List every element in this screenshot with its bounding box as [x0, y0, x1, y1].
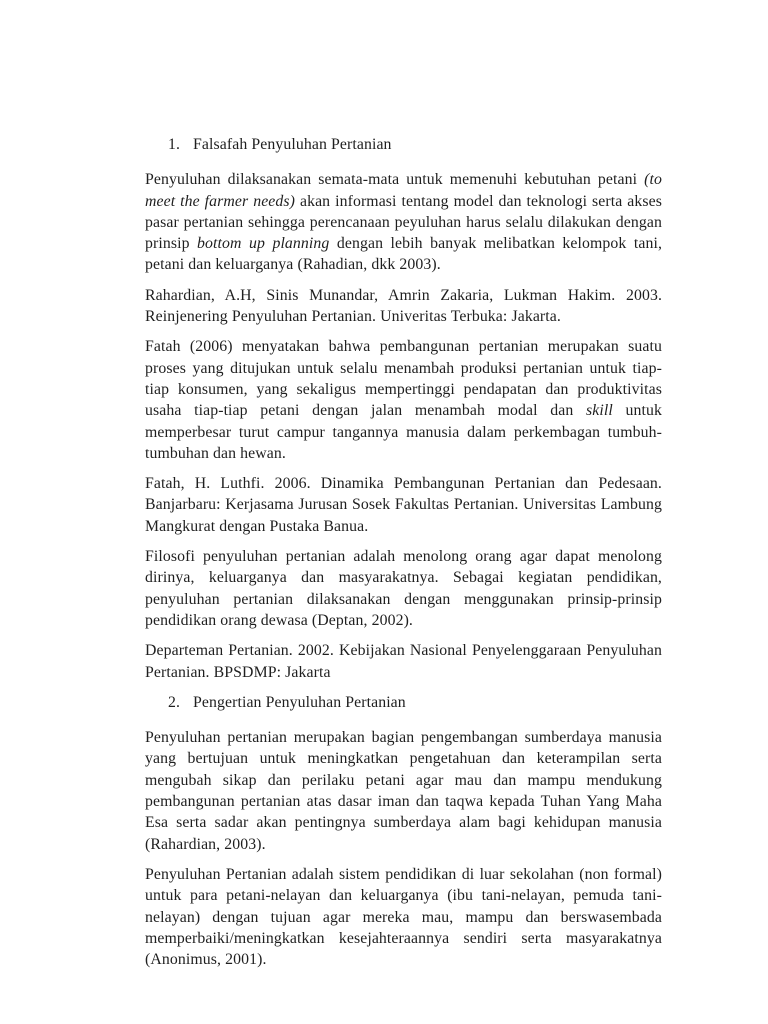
text-run: untuk memperbesar turut campur tangannya manusia dalam perkembagan tumbuh-tumbuhan dan hewan. [145, 402, 662, 462]
text-run: Filosofi penyuluhan pertanian adalah menolong orang agar dapat menolong dirinya, keluarganya dan masyarakatnya. Sebagai kegiatan pendidikan, penyuluhan pertanian dilaksanakan dengan menggunakan prinsip-prinsip pendidikan orang dewasa (Deptan, 2002). [145, 548, 662, 629]
section-heading [168, 692, 662, 713]
paragraph [145, 864, 662, 970]
paragraph [145, 169, 662, 275]
italic-text-run: skill [586, 402, 613, 420]
paragraph [145, 336, 662, 464]
italic-text-run: bottom up planning [197, 235, 330, 253]
text-run: Departeman Pertanian. 2002. Kebijakan Nasional Penyelenggaraan Penyuluhan Pertanian. BPSDMP: Jakarta [145, 642, 662, 681]
paragraph [145, 640, 662, 683]
text-run: Penyuluhan pertanian merupakan bagian pengembangan sumberdaya manusia yang bertujuan untuk meningkatkan pengetahuan dan keterampilan serta mengubah sikap dan perilaku petani agar mau dan mampu mendukung pembangunan pertanian atas dasar iman dan taqwa kepada Tuhan Yang Maha Esa serta sadar akan pentingnya sumberdaya alam bagi kehidupan manusia (Rahardian, 2003). [145, 729, 662, 853]
text-run: Rahardian, A.H, Sinis Munandar, Amrin Zakaria, Lukman Hakim. 2003. Reinjenering Penyuluhan Pertanian. Univeritas Terbuka: Jakarta. [145, 286, 662, 326]
text-run: dengan lebih banyak melibatkan kelompok tani, petani dan keluarganya (Rahadian, dkk 2003). [145, 235, 662, 274]
italic-text-run: (to meet the farmer needs) [145, 171, 662, 210]
heading-number: 1. [168, 136, 181, 153]
heading-text: Falsafah Penyuluhan Pertanian [193, 136, 392, 153]
text-run: Penyuluhan Pertanian adalah sistem pendidikan di luar sekolahan (non formal) untuk para petani-nelayan dan keluarganya (ibu tani-nelayan, pemuda tani-nelayan) dengan tujuan agar mereka mau, mampu dan berswasembada memperbaiki/meningkatkan kesejahteraannya sendiri serta masyarakatnya (Anonimus, 2001). [145, 865, 662, 969]
text-run: Fatah, H. Luthfi. 2006. Dinamika Pembangunan Pertanian dan Pedesaan. Banjarbaru: Kerjasama Jurusan Sosek Fakultas Pertanian. Universitas Lambung Mangkurat dengan Pustaka Banua. [145, 475, 662, 535]
paragraph [145, 473, 662, 537]
paragraph [145, 546, 662, 631]
paragraph [145, 727, 662, 855]
heading-number: 2. [168, 693, 181, 711]
text-run: Penyuluhan dilaksanakan semata-mata untuk memenuhi kebutuhan petani [145, 171, 645, 189]
text-run: akan informasi tentang model dan teknologi serta akses pasar pertanian sehingga perencanaan peyuluhan harus selalu dilakukan dengan prinsip [145, 192, 662, 253]
paragraph [145, 285, 662, 328]
text-run: Fatah (2006) menyatakan bahwa pembangunan pertanian merupakan suatu proses yang ditujukan untuk selalu menambah produksi pertanian untuk tiap-tiap konsumen, yang sekaligus mempertinggi pendapatan dan produktivitas usaha tiap-tiap petani dengan jalan menambah modal dan [145, 338, 662, 420]
document-content [145, 131, 662, 979]
section-heading [168, 134, 662, 155]
heading-text: Pengertian Penyuluhan Pertanian [193, 693, 406, 711]
